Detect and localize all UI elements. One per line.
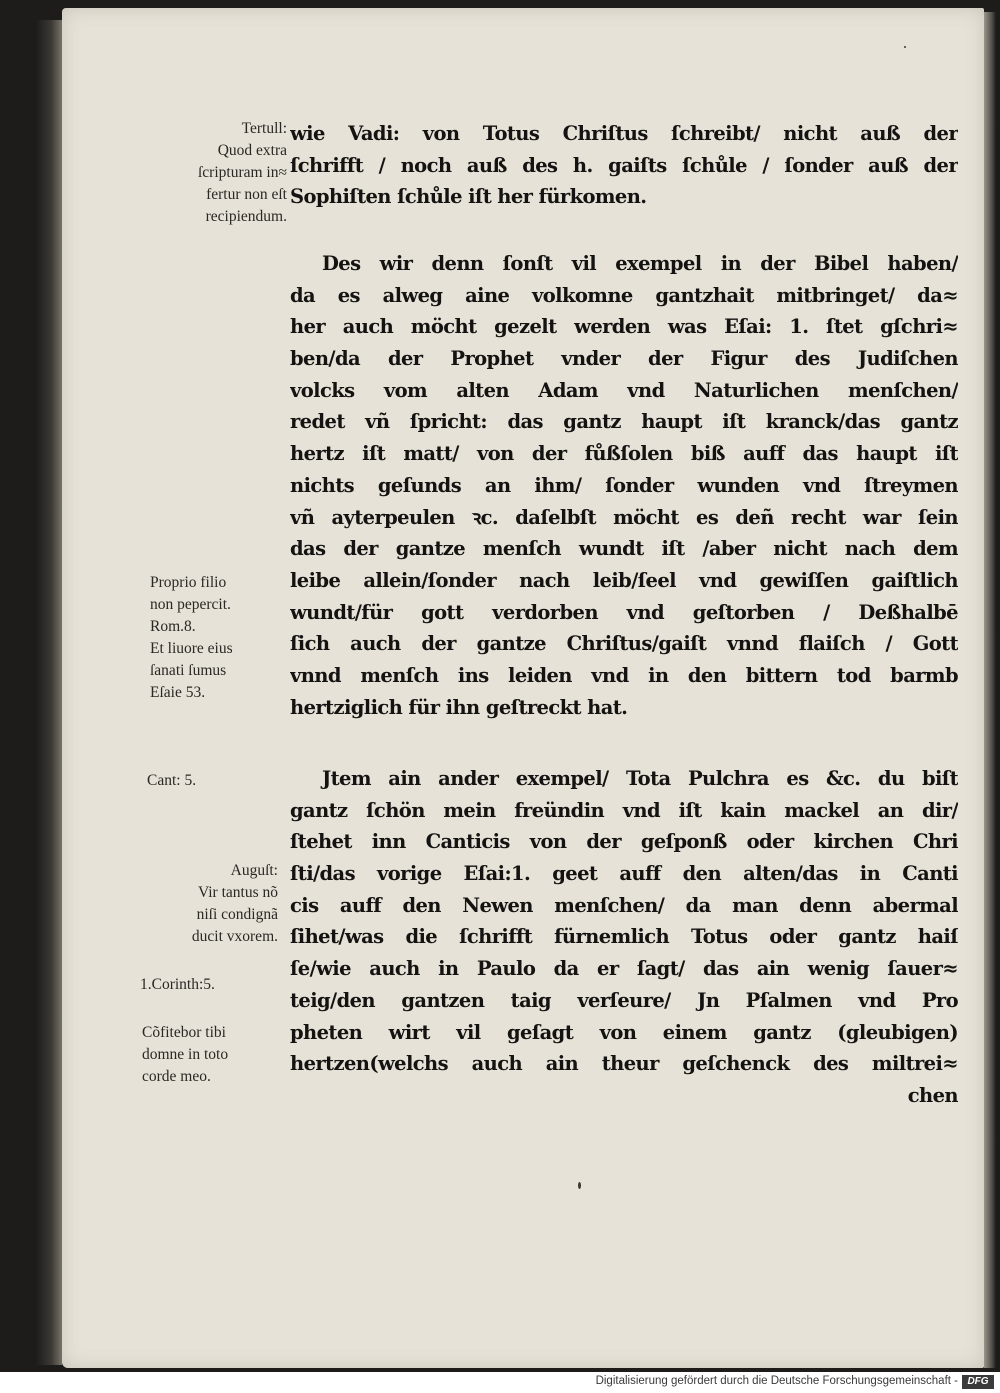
text-line: leibe allein/ſonder nach leib/ſeel vnd gewiſſen gaiſtlich <box>290 568 958 592</box>
margin-note-cofitebor: Cõfitebor tibi domne in toto corde meo. <box>142 1024 229 1085</box>
margin-note-cant: Cant: 5. <box>147 772 197 789</box>
page-right-edge <box>984 12 996 1368</box>
text-line: wundt/für gott verdorben vnd geſtorben / Deßhalbē <box>290 600 958 624</box>
text-line: nichts geſunds an ihm/ ſonder wunden vnd ſtreymen <box>290 473 958 497</box>
text-line: redet vñ ſpricht: das gantz haupt iſt kranck/das gantz <box>290 410 958 434</box>
margin-note-august: Auguſt: Vir tantus nõ niſi condignã ducit vxorem. <box>191 862 278 945</box>
text-line: vñ ayterpeulen ꝛc. daſelbſt möcht es deñ recht war ſein <box>290 505 958 529</box>
text-line: hertzen(welchs auch ain theur geſchenck des miltrei≈ <box>290 1052 958 1076</box>
funding-credit: Digitalisierung gefördert durch die Deutsche Forschungsgemeinschaft - <box>595 1375 958 1387</box>
dfg-logo: DFG <box>962 1375 994 1389</box>
margin-note-proprio-filio: Proprio filio non pepercit. Rom.8. Et liuore eius ſanati ſumus Eſaie 53. <box>150 574 233 701</box>
text-line: gantz ſchön mein freündin vnd iſt kain mackel an dir/ <box>290 798 958 822</box>
catchword: chen <box>907 1083 958 1107</box>
text-line: das der gantze menſch wundt iſt /aber nicht nach dem <box>290 537 958 561</box>
text-line: ſti/das vorige Eſai:1. geet auff den alten/das in Canti <box>290 862 958 886</box>
text-line: Sophiſten ſchůle iſt her fürkomen. <box>290 185 647 209</box>
text-line: ſich auch der gantze Chriſtus/gaiſt vnnd flaiſch / Gott <box>290 632 958 656</box>
text-line: volcks vom alten Adam vnd Naturlichen menſchen/ <box>290 378 958 402</box>
footer-bar <box>0 1372 1000 1393</box>
text-line: cis auff den Newen menſchen/ da man denn abermal <box>290 893 958 917</box>
paragraph-1 <box>290 118 958 213</box>
text-line: ſchrifft / noch auß des h. gaiſts ſchůle / ſonder auß der <box>290 153 958 177</box>
text-line: ſe/wie auch in Paulo da er ſagt/ das ain wenig ſauer≈ <box>290 957 958 981</box>
text-line: her auch möcht gezelt werden was Eſai: 1. ſtet gſchri≈ <box>290 315 958 339</box>
margin-notes <box>0 0 290 1372</box>
text-line: wie Vadi: von Totus Chriſtus ſchreibt/ nicht auß der <box>290 122 958 145</box>
text-line: vnnd menſch ins leiden vnd in den bittern tod barmb <box>290 663 958 687</box>
paragraph-2 <box>290 248 958 723</box>
paper-speck <box>578 1182 581 1189</box>
text-line: Des wir denn ſonſt vil exempel in der Bibel haben/ <box>322 252 958 275</box>
text-line: hertziglich für ihn geſtreckt hat. <box>290 695 628 719</box>
text-line: da es alweg aine volkomne gantzhait mitbringet/ da≈ <box>290 283 958 307</box>
text-line: ſtehet inn Canticis von der geſponß oder kirchen Chri <box>290 830 958 854</box>
text-line: ben/da der Prophet vnder der Figur des Judiſchen <box>290 347 958 371</box>
margin-note-tertull: Tertull: Quod extra ſcripturam in≈ fertur non eſt recipiendum. <box>198 120 287 225</box>
margin-note-corinth: 1.Corinth:5. <box>140 976 215 993</box>
paper-speck <box>904 46 906 48</box>
text-line: hertz iſt matt/ von der fůßſolen biß auff das haupt iſt <box>290 442 958 466</box>
text-line: ſihet/was die ſchrifft fürnemlich Totus oder gantz haiſ <box>290 925 958 949</box>
text-line: Jtem ain ander exempel/ Tota Pulchra es &c. du biſt <box>322 767 958 790</box>
text-line: pheten wirt vil geſagt von einem gantz (gleubigen) <box>290 1020 958 1044</box>
paragraph-3 <box>290 763 958 1112</box>
text-line: teig/den gantzen taig verſeure/ Jn Pſalmen vnd Pro <box>290 988 958 1012</box>
